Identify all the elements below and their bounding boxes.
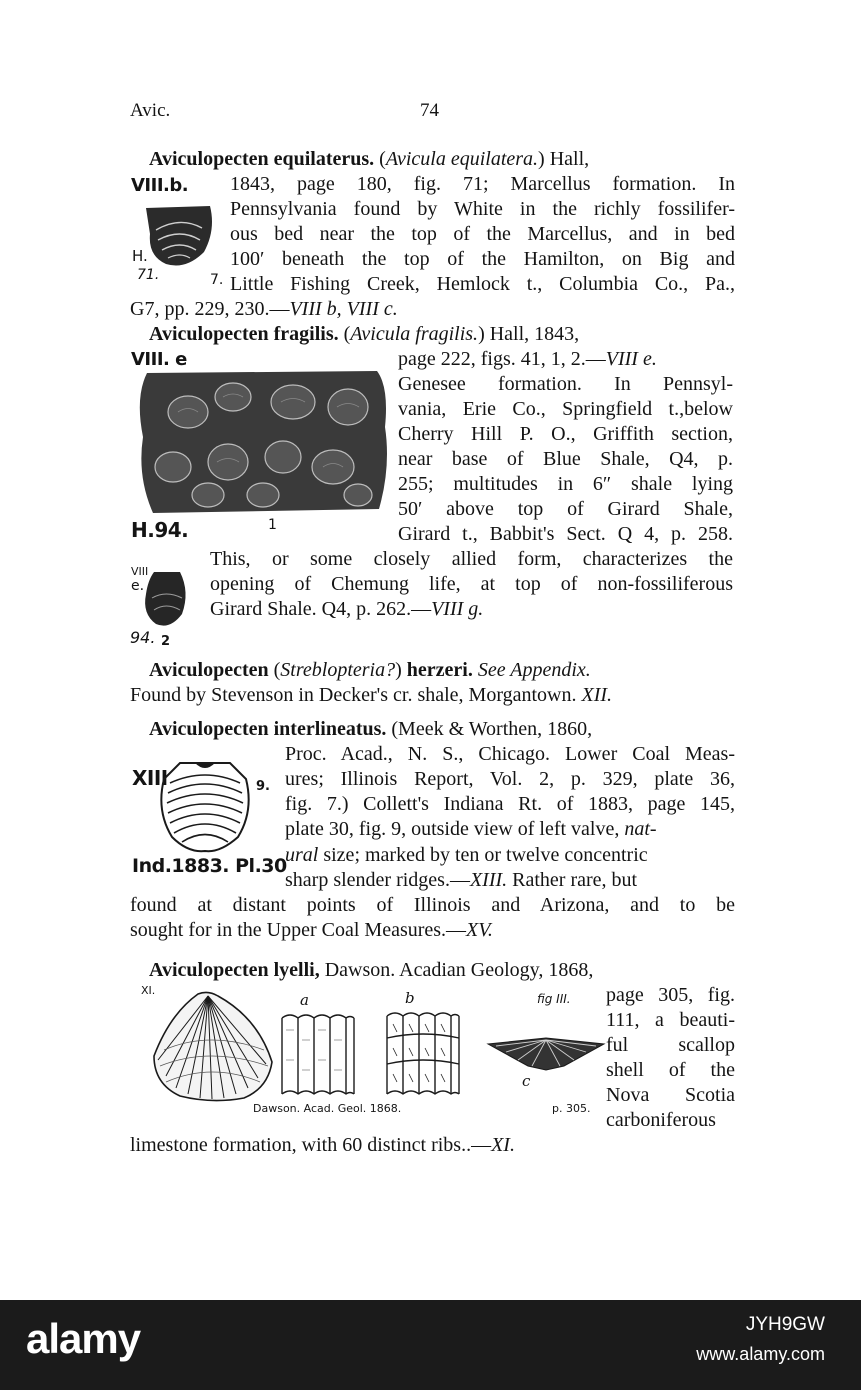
figure-label: 71.: [137, 267, 160, 283]
plate-reference: XII.: [581, 684, 613, 706]
figure-ref-label: XI.: [141, 984, 156, 997]
figure-credit: Dawson. Acad. Geol. 1868.: [253, 1102, 402, 1115]
scallop-figure-lyelli: [148, 990, 278, 1102]
lyelli-line-3: 111, a beauti-: [606, 1009, 735, 1031]
figure-ref-label: VIII.b.: [131, 175, 189, 196]
figure-label: a: [300, 991, 309, 1009]
fragilis-line-8: 50′ above top of Girard Shale,: [398, 498, 733, 520]
equilaterus-line-2: 1843, page 180, fig. 71; Marcellus formation. In: [230, 173, 735, 195]
fragilis-line-7: 255; multitudes in 6″ shale lying: [398, 473, 733, 495]
figure-label: c: [522, 1072, 531, 1090]
figure-page: p. 305.: [552, 1102, 591, 1115]
hinge-detail-c: [486, 1030, 606, 1074]
lyelli-line-7: carboniferous: [606, 1109, 716, 1131]
page-number: 74: [420, 100, 439, 121]
species-name: Aviculopecten equilaterus.: [149, 148, 375, 170]
interlineatus-line-4: fig. 7.) Collett's Indiana Rt. of 1883, page 145,: [285, 793, 735, 815]
lyelli-line-6: Nova Scotia: [606, 1084, 735, 1106]
shell-figure-equilaterus: [140, 200, 216, 272]
interlineatus-line-3: ures; Illinois Report, Vol. 2, p. 329, plate 36,: [285, 768, 735, 790]
figure-label: 94.: [130, 628, 156, 647]
plate-reference: VIII b, VIII c.: [289, 298, 398, 320]
image-id: JYH9GW: [745, 1314, 825, 1335]
interlineatus-line-6: ural size; marked by ten or twelve concentric: [285, 844, 648, 866]
species-name: Aviculopecten fragilis.: [149, 323, 339, 345]
herzeri-line-2: Found by Stevenson in Decker's cr. shale, Morgantown. XII.: [130, 684, 613, 706]
plate-reference: VIII g.: [431, 598, 484, 620]
plate-reference: XI.: [491, 1134, 515, 1156]
interlineatus-line-7: sharp slender ridges.—XIII. Rather rare, but: [285, 869, 638, 891]
figure-label: H.: [132, 247, 148, 265]
fragilis-line-5: Cherry Hill P. O., Griffith section,: [398, 423, 733, 445]
figure-label: b: [405, 989, 415, 1007]
interlineatus-line-1: Aviculopecten interlineatus. (Meek & Worthen, 1860,: [149, 718, 593, 740]
equilaterus-line-1: Aviculopecten equilaterus. (Avicula equilatera.) Hall,: [149, 148, 590, 170]
shell-figure-fragilis-small: [140, 568, 190, 630]
species-epithet: herzeri.: [406, 659, 473, 681]
interlineatus-line-8: found at distant points of Illinois and Arizona, and to be: [130, 894, 735, 916]
equilaterus-line-4: ous bed near the top of the Marcellus, and in bed: [230, 223, 735, 245]
lyelli-line-4: ful scallop: [606, 1034, 735, 1056]
interlineatus-line-9: sought for in the Upper Coal Measures.—XV.: [130, 919, 493, 941]
plate-reference: VIII e.: [605, 348, 657, 370]
species-name: Aviculopecten: [149, 659, 269, 681]
fragilis-line-1: Aviculopecten fragilis. (Avicula fragilis.) Hall, 1843,: [149, 323, 580, 345]
figure-label: 2: [161, 634, 171, 649]
rib-detail-a: [278, 1010, 358, 1100]
interlineatus-line-5: plate 30, fig. 9, outside view of left valve, nat-: [285, 818, 657, 840]
herzeri-line-1: Aviculopecten (Streblopteria?) herzeri. See Appendix.: [149, 659, 591, 681]
figure-label: Ind.1883. Pl.30: [132, 855, 287, 877]
fragilis-line-2: page 222, figs. 41, 1, 2.—VIII e.: [398, 348, 657, 370]
fragilis-line-11: opening of Chemung life, at top of non-fossiliferous: [210, 573, 733, 595]
interlineatus-line-2: Proc. Acad., N. S., Chicago. Lower Coal Meas-: [285, 743, 735, 765]
lyelli-line-8: limestone formation, with 60 distinct ribs..—XI.: [130, 1134, 515, 1156]
figure-label: 1: [268, 517, 277, 533]
figure-label: VIII: [131, 565, 149, 578]
species-name: Aviculopecten interlineatus.: [149, 718, 387, 740]
plate-reference: XV.: [466, 919, 493, 941]
fragilis-line-6: near base of Blue Shale, Q4, p.: [398, 448, 733, 470]
figure-label: H.94.: [131, 518, 189, 542]
figure-label: e.: [131, 578, 145, 594]
plate-reference: XIII.: [469, 869, 508, 891]
species-name: Aviculopecten lyelli,: [149, 959, 320, 981]
rib-detail-b: [383, 1008, 463, 1100]
lyelli-line-2: page 305, fig.: [606, 984, 735, 1006]
fragilis-line-9: Girard t., Babbit's Sect. Q 4, p. 258.: [398, 523, 733, 545]
fragilis-line-4: vania, Erie Co., Springfield t.,below: [398, 398, 733, 420]
figure-label: fig III.: [537, 992, 571, 1006]
lyelli-line-5: shell of the: [606, 1059, 735, 1081]
alamy-logo: alamy: [26, 1315, 141, 1362]
figure-ref-label: XIII: [132, 766, 168, 790]
synonym: Avicula fragilis.: [350, 323, 479, 345]
lyelli-line-1: Aviculopecten lyelli, Dawson. Acadian Geology, 1868,: [149, 959, 594, 981]
figure-ref-label: VIII. e: [131, 349, 187, 370]
watermark-url: www.alamy.com: [696, 1344, 825, 1364]
rock-slab-figure-fragilis: [133, 367, 391, 517]
synonym: Streblopteria?: [280, 659, 396, 681]
section-header: Avic.: [130, 100, 171, 121]
figure-label: 9.: [256, 779, 270, 794]
see-appendix: See Appendix.: [477, 659, 591, 681]
figure-label: 7.: [210, 272, 224, 288]
equilaterus-line-6: Little Fishing Creek, Hemlock t., Columbia Co., Pa.,: [230, 273, 735, 295]
fragilis-line-12: Girard Shale. Q4, p. 262.—VIII g.: [210, 598, 484, 620]
shell-figure-interlineatus: [150, 759, 260, 855]
fragilis-line-3: Genesee formation. In Pennsyl-: [398, 373, 733, 395]
equilaterus-line-3: Pennsylvania found by White in the richly fossilifer-: [230, 198, 735, 220]
equilaterus-line-5: 100′ beneath the top of the Hamilton, on Big and: [230, 248, 735, 270]
fragilis-line-10: This, or some closely allied form, characterizes the: [210, 548, 733, 570]
synonym: Avicula equilatera.: [385, 148, 539, 170]
equilaterus-line-7: G7, pp. 229, 230.—VIII b, VIII c.: [130, 298, 398, 320]
